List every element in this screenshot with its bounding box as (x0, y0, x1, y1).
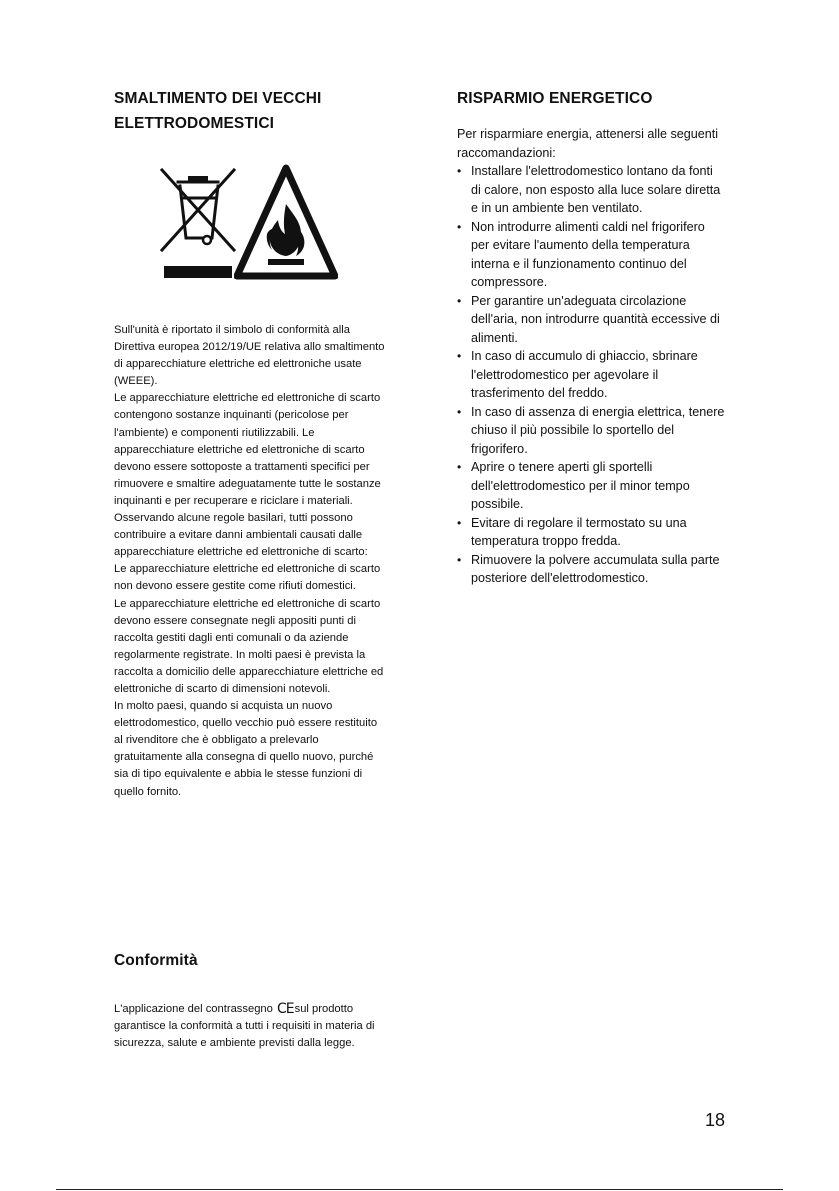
disposal-section (114, 86, 386, 801)
conformity-text-after: sul prodotto garantisce la conformità a tutti i requisiti in materia di sicurezza, salute e ambiente previsti dalla legge. (114, 1003, 375, 1050)
flammable-warning-icon (234, 164, 338, 282)
list-item: • Per garantire un'adeguata circolazione dell'aria, non introdurre quantità eccessive di alimenti. (457, 292, 725, 348)
energy-saving-heading: RISPARMIO ENERGETICO (457, 90, 653, 107)
list-item: • Installare l'elettrodomestico lontano da fonti di calore, non esposto alla luce solare diretta e in un ambiente ben ventilato. (457, 162, 725, 218)
energy-saving-list (457, 162, 725, 588)
conformity-text-before: L'applicazione del contrassegno (114, 1003, 273, 1015)
disposal-paragraph: Le apparecchiature elettriche ed elettroniche di scarto devono essere consegnate negli appositi punti di raccolta gestiti dagli enti comunali o da aziende regolarmente registrate. In molti paesi è prevista la raccolta a domicilio delle apparecchiature elettriche ed elettroniche di scarto di dimensioni notevoli. (114, 597, 384, 695)
energy-saving-intro: Per risparmiare energia, attenersi alle seguenti raccomandazioni: (457, 127, 719, 160)
list-item: • Non introdurre alimenti caldi nel frigorifero per evitare l'aumento della temperatura interna e il funzionamento continuo del compressore. (457, 218, 725, 292)
list-item: • In caso di assenza di energia elettrica, tenere chiuso il più possibile lo sportello del frigorifero. (457, 403, 725, 459)
list-item: • Evitare di regolare il termostato su una temperatura troppo fredda. (457, 514, 725, 551)
warning-symbols (114, 158, 386, 308)
energy-saving-section (457, 86, 725, 588)
conformity-heading: Conformità (114, 952, 198, 969)
disposal-paragraph: Sull'unità è riportato il simbolo di conformità alla Direttiva europea 2012/19/UE relativa allo smaltimento di apparecchiature elettriche ed elettroniche usate (WEEE). (114, 324, 385, 388)
ce-mark-icon: CE (276, 1001, 294, 1017)
conformity-section (114, 948, 386, 1052)
disposal-heading: SMALTIMENTO DEI VECCHI ELETTRODOMESTICI (114, 90, 322, 132)
footer-divider (56, 1189, 783, 1190)
list-item: • In caso di accumulo di ghiaccio, sbrinare l'elettrodomestico per agevolare il trasferimento del freddo. (457, 347, 725, 403)
disposal-paragraph: Le apparecchiature elettriche ed elettroniche di scarto non devono essere gestite come rifiuti domestici. (114, 563, 381, 593)
disposal-paragraph: Le apparecchiature elettriche ed elettroniche di scarto contengono sostanze inquinanti (pericolose per l'ambiente) e componenti riutilizzabili. Le apparecchiature elettriche ed elettroniche di scarto devono essere sottoposte a trattamenti specifici per rimuovere e smaltire adeguatamente tutte le sostanze inquinanti e per recuperare e riciclare i materiali. (114, 392, 381, 507)
disposal-paragraph: Osservando alcune regole basilari, tutti possono contribuire a evitare danni ambientali causati dalle apparecchiature elettriche ed elettroniche di scarto: (114, 512, 368, 559)
list-item: • Rimuovere la polvere accumulata sulla parte posteriore dell'elettrodomestico. (457, 551, 725, 588)
crossed-out-wheelie-bin-icon (160, 168, 236, 290)
page-number: 18 (704, 1110, 725, 1130)
disposal-paragraph: In molto paesi, quando si acquista un nuovo elettrodomestico, quello vecchio può essere restituito al rivenditore che è obbligato a prelevarlo gratuitamente alla consegna di quello nuovo, purché sia di tipo equivalente e abbia le stesse funzioni di quello fornito. (114, 700, 378, 798)
conformity-text (114, 1001, 386, 1052)
list-item: • Aprire o tenere aperti gli sportelli dell'elettrodomestico per il minor tempo possibile. (457, 458, 725, 514)
disposal-text (114, 322, 386, 801)
